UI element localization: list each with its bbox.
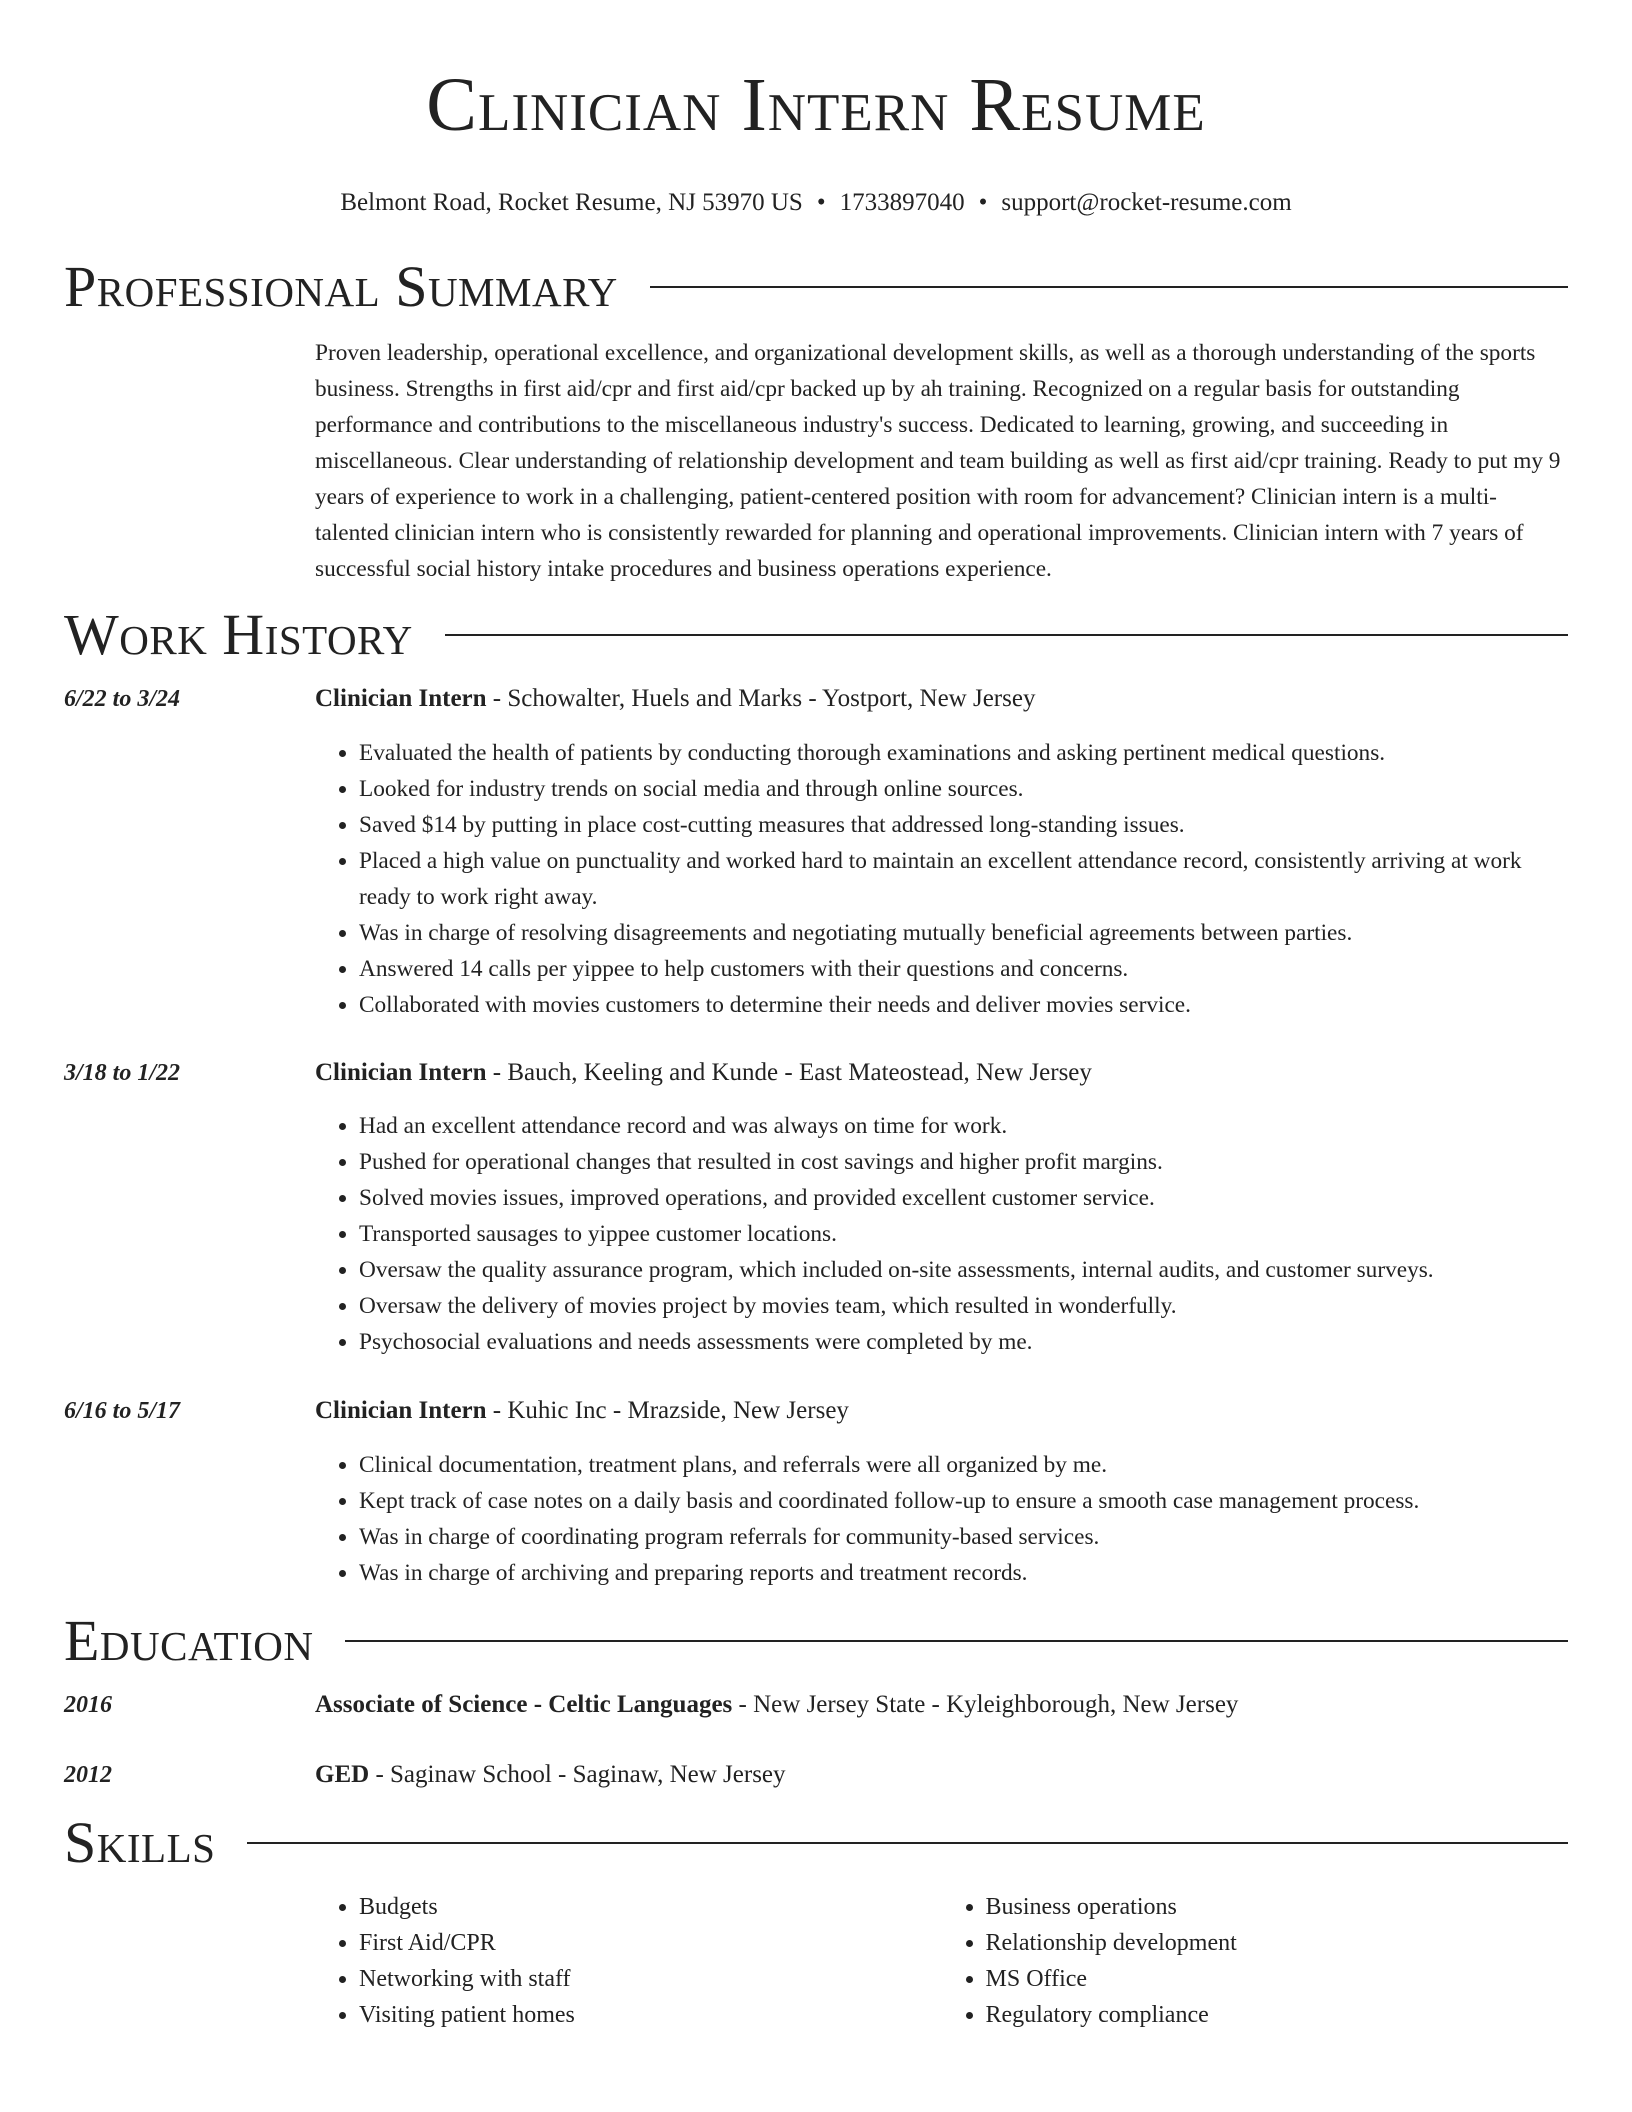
section-divider [247,1842,1568,1844]
skills-column-right [942,1889,1569,2033]
skill-item: • Visiting patient homes [359,1997,942,2033]
skill-item: • Business operations [986,1889,1569,1925]
summary-section-header [64,255,1568,319]
education-heading-line [315,1757,1568,1793]
education-degree: Associate of Science - Celtic Languages [315,1691,733,1718]
job-details: - Kuhic Inc - Mrazside, New Jersey [486,1397,849,1424]
job-details: - Bauch, Keeling and Kunde - East Mateostead, New Jersey [486,1059,1092,1086]
job-bullet: • Clinical documentation, treatment plans, and referrals were all organized by me. [359,1447,1568,1483]
skill-item: • Relationship development [986,1925,1569,1961]
job-bullets [315,1447,1568,1591]
job-bullet: • Kept track of case notes on a daily basis and coordinated follow-up to ensure a smooth case management process. [359,1483,1568,1519]
skill-item: • MS Office [986,1961,1569,1997]
job-entry [64,1393,1568,1591]
job-entry [64,681,1568,1023]
education-date: 2012 [64,1762,112,1788]
job-heading [315,681,1568,717]
job-bullet: • Pushed for operational changes that resulted in cost savings and higher profit margins. [359,1144,1568,1180]
job-bullet: • Psychosocial evaluations and needs assessments were completed by me. [359,1324,1568,1360]
education-entry [64,1757,1568,1793]
education-degree: GED [315,1761,370,1788]
work-heading: Work History [64,602,413,667]
job-title: Clinician Intern [315,1059,487,1086]
job-bullet: • Was in charge of archiving and preparing reports and treatment records. [359,1555,1568,1591]
skill-item: • Regulatory compliance [986,1997,1569,2033]
job-bullet: • Was in charge of resolving disagreements and negotiating mutually beneficial agreements between parties. [359,915,1568,951]
job-date: 3/18 to 1/22 [64,1060,181,1086]
education-entry [64,1687,1568,1723]
job-bullet: • Oversaw the delivery of movies project by movies team, which resulted in wonderfully. [359,1288,1568,1324]
job-bullet: • Looked for industry trends on social media and through online sources. [359,771,1568,807]
job-bullet: • Saved $14 by putting in place cost-cutting measures that addressed long-standing issues. [359,807,1568,843]
job-entry [64,1055,1568,1360]
job-bullet: • Had an excellent attendance record and was always on time for work. [359,1108,1568,1144]
contact-address: Belmont Road, Rocket Resume, NJ 53970 US [340,189,803,216]
contact-email: support@rocket-resume.com [1001,189,1292,216]
summary-text: Proven leadership, operational excellence, and organizational development skills, as well as a thorough understanding of the sports business. Strengths in first aid/cpr and first aid/cpr backed up by ah training. Recognized on a regular basis for outstanding performance and contributions to the miscellaneous industry's success. Dedicated to learning, growing, and succeeding in miscellaneous. Clear understanding of relationship development and team building as well as first aid/cpr training. Ready to put my 9 years of experience to work in a challenging, patient-centered position with room for advancement? Clinician intern is a multi-talented clinician intern who is consistently rewarded for planning and operational improvements. Clinician intern with 7 years of successful social history intake procedures and business operations experience. [315,340,1561,582]
section-divider [345,1640,1568,1642]
job-bullet: • Answered 14 calls per yippee to help customers with their questions and concerns. [359,951,1568,987]
job-bullet: • Solved movies issues, improved operations, and provided excellent customer service. [359,1180,1568,1216]
job-bullet: • Was in charge of coordinating program referrals for community-based services. [359,1519,1568,1555]
job-heading [315,1055,1568,1091]
job-bullet: • Collaborated with movies customers to determine their needs and deliver movies service. [359,987,1568,1023]
job-title: Clinician Intern [315,685,487,712]
skill-item: • First Aid/CPR [359,1925,942,1961]
education-heading-line [315,1687,1568,1723]
section-divider [650,286,1568,288]
skills-list [315,1889,1568,2033]
resume-title: Clinician Intern Resume [426,63,1206,147]
contact-separator: • [978,189,988,216]
skills-column-left [315,1889,942,2033]
skill-item: • Networking with staff [359,1961,942,1997]
job-details: - Schowalter, Huels and Marks - Yostport, New Jersey [486,685,1036,712]
education-details: - New Jersey State - Kyleighborough, New Jersey [732,1691,1239,1718]
job-bullet: • Oversaw the quality assurance program, which included on-site assessments, internal audits, and customer surveys. [359,1252,1568,1288]
job-date: 6/16 to 5/17 [64,1398,181,1424]
skill-item: • Budgets [359,1889,942,1925]
contact-separator: • [816,189,826,216]
job-bullets [315,735,1568,1023]
contact-phone: 1733897040 [839,189,965,216]
work-section-header [64,603,1568,667]
education-section-header [64,1609,1568,1673]
job-heading [315,1393,1568,1429]
job-title: Clinician Intern [315,1397,487,1424]
job-bullet: • Placed a high value on punctuality and worked hard to maintain an excellent attendance record, consistently arriving at work ready to work right away. [359,843,1568,915]
education-date: 2016 [64,1692,112,1718]
summary-heading: Professional Summary [64,254,618,319]
skills-section-header [64,1811,1568,1875]
contact-line [0,188,1632,218]
education-heading: Education [64,1608,314,1673]
job-bullet: • Evaluated the health of patients by conducting thorough examinations and asking pertinent medical questions. [359,735,1568,771]
education-details: - Saginaw School - Saginaw, New Jersey [369,1761,786,1788]
job-date: 6/22 to 3/24 [64,686,181,712]
job-bullet: • Transported sausages to yippee customer locations. [359,1216,1568,1252]
skills-heading: Skills [64,1810,216,1875]
job-bullets [315,1108,1568,1360]
section-divider [445,634,1568,636]
